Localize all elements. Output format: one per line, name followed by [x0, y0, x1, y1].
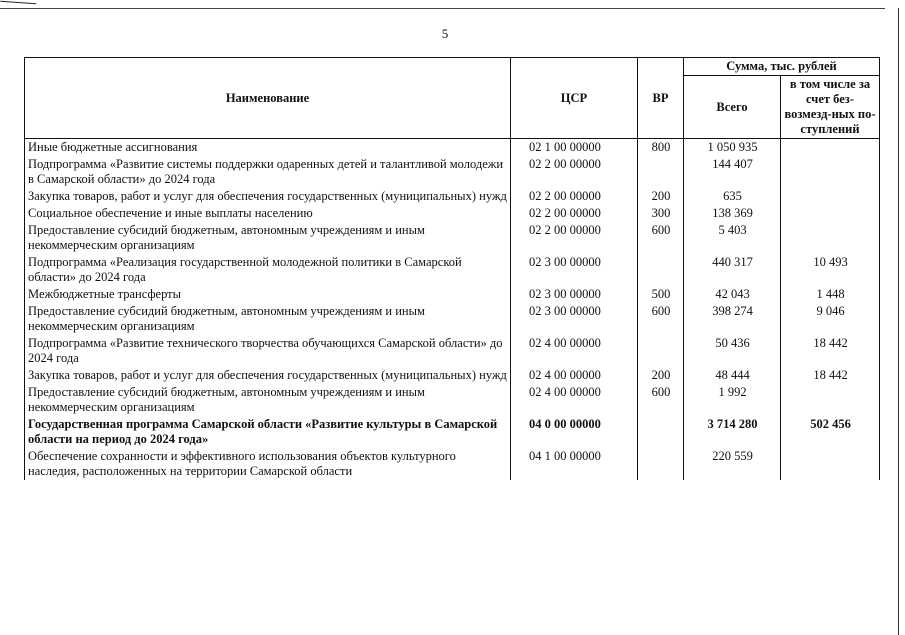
- cell-total: 440 317: [684, 254, 781, 286]
- cell-free: [781, 448, 880, 480]
- cell-csr: 02 3 00 00000: [511, 303, 638, 335]
- table-row: [25, 286, 880, 303]
- cell-total: 42 043: [684, 286, 781, 303]
- cell-total: 48 444: [684, 367, 781, 384]
- cell-total: 50 436: [684, 335, 781, 367]
- cell-free: [781, 222, 880, 254]
- cell-free: 18 442: [781, 335, 880, 367]
- cell-total: 398 274: [684, 303, 781, 335]
- table-row: [25, 205, 880, 222]
- header-name: Наименование: [25, 58, 511, 139]
- cell-name: Подпрограмма «Реализация государственной молодежной политики в Самарской области» до 2024 года: [25, 254, 511, 286]
- cell-name: Предоставление субсидий бюджетным, автономным учреждениям и иным некоммерческим организациям: [25, 222, 511, 254]
- cell-free: [781, 156, 880, 188]
- cell-total: 635: [684, 188, 781, 205]
- cell-vr: 200: [638, 188, 684, 205]
- page-number: 5: [441, 26, 449, 41]
- cell-vr: [638, 335, 684, 367]
- header-total: Всего: [684, 76, 781, 139]
- cell-vr: 600: [638, 222, 684, 254]
- cell-csr: 02 2 00 00000: [511, 222, 638, 254]
- header-sum-group: Сумма, тыс. рублей: [684, 58, 880, 76]
- cell-free: [781, 384, 880, 416]
- cell-total: 3 714 280: [684, 416, 781, 448]
- cell-name: Межбюджетные трансферты: [25, 286, 511, 303]
- cell-csr: 02 2 00 00000: [511, 205, 638, 222]
- cell-vr: 600: [638, 303, 684, 335]
- cell-free: 502 456: [781, 416, 880, 448]
- right-border-line: [898, 8, 899, 635]
- cell-free: [781, 139, 880, 157]
- cell-csr: 02 2 00 00000: [511, 156, 638, 188]
- cell-name: Социальное обеспечение и иные выплаты населению: [25, 205, 511, 222]
- cell-name: Закупка товаров, работ и услуг для обеспечения государственных (муниципальных) нужд: [25, 367, 511, 384]
- cell-csr: 02 1 00 00000: [511, 139, 638, 157]
- table-row: [25, 303, 880, 335]
- cell-total: 5 403: [684, 222, 781, 254]
- table-row: [25, 416, 880, 448]
- cell-name: Обеспечение сохранности и эффективного использования объектов культурного наследия, расположенных на территории Самарской области: [25, 448, 511, 480]
- cell-free: 9 046: [781, 303, 880, 335]
- cell-free: 10 493: [781, 254, 880, 286]
- cell-csr: 02 4 00 00000: [511, 384, 638, 416]
- cell-vr: [638, 156, 684, 188]
- cell-free: 1 448: [781, 286, 880, 303]
- cell-csr: 02 3 00 00000: [511, 286, 638, 303]
- cell-csr: 04 1 00 00000: [511, 448, 638, 480]
- cell-name: Подпрограмма «Развитие технического творчества обучающихся Самарской области» до 2024 года: [25, 335, 511, 367]
- cell-csr: 02 2 00 00000: [511, 188, 638, 205]
- table-header: [25, 58, 880, 139]
- cell-vr: 500: [638, 286, 684, 303]
- table-row: [25, 254, 880, 286]
- cell-name: Предоставление субсидий бюджетным, автономным учреждениям и иным некоммерческим организациям: [25, 384, 511, 416]
- cell-total: 144 407: [684, 156, 781, 188]
- cell-vr: 600: [638, 384, 684, 416]
- cell-vr: 200: [638, 367, 684, 384]
- table-row: [25, 384, 880, 416]
- cell-total: 1 992: [684, 384, 781, 416]
- cell-vr: 300: [638, 205, 684, 222]
- top-border-line: [0, 8, 885, 9]
- cell-csr: 04 0 00 00000: [511, 416, 638, 448]
- table-row: [25, 335, 880, 367]
- cell-vr: [638, 448, 684, 480]
- cell-name: Предоставление субсидий бюджетным, автономным учреждениям и иным некоммерческим организациям: [25, 303, 511, 335]
- cell-total: 1 050 935: [684, 139, 781, 157]
- table-body: [25, 139, 880, 481]
- cell-csr: 02 3 00 00000: [511, 254, 638, 286]
- table-row: [25, 156, 880, 188]
- table-row: [25, 139, 880, 157]
- cell-name: Подпрограмма «Развитие системы поддержки одаренных детей и талантливой молодежи в Самарской области» до 2024 года: [25, 156, 511, 188]
- table-row: [25, 222, 880, 254]
- cell-free: [781, 188, 880, 205]
- cell-total: 138 369: [684, 205, 781, 222]
- cell-vr: 800: [638, 139, 684, 157]
- header-csr: ЦСР: [511, 58, 638, 139]
- cell-free: 18 442: [781, 367, 880, 384]
- table-row: [25, 367, 880, 384]
- header-free-receipts: в том числе за счет без-возмезд-ных по-ступлений: [781, 76, 880, 139]
- table-row: [25, 448, 880, 480]
- cell-name: Государственная программа Самарской области «Развитие культуры в Самарской области на период до 2024 года»: [25, 416, 511, 448]
- cell-free: [781, 205, 880, 222]
- table-row: [25, 188, 880, 205]
- cell-csr: 02 4 00 00000: [511, 367, 638, 384]
- cell-vr: [638, 416, 684, 448]
- cell-name: Иные бюджетные ассигнования: [25, 139, 511, 157]
- cell-total: 220 559: [684, 448, 781, 480]
- cell-csr: 02 4 00 00000: [511, 335, 638, 367]
- cell-vr: [638, 254, 684, 286]
- budget-table: [24, 57, 880, 480]
- header-vr: ВР: [638, 58, 684, 139]
- cell-name: Закупка товаров, работ и услуг для обеспечения государственных (муниципальных) нужд: [25, 188, 511, 205]
